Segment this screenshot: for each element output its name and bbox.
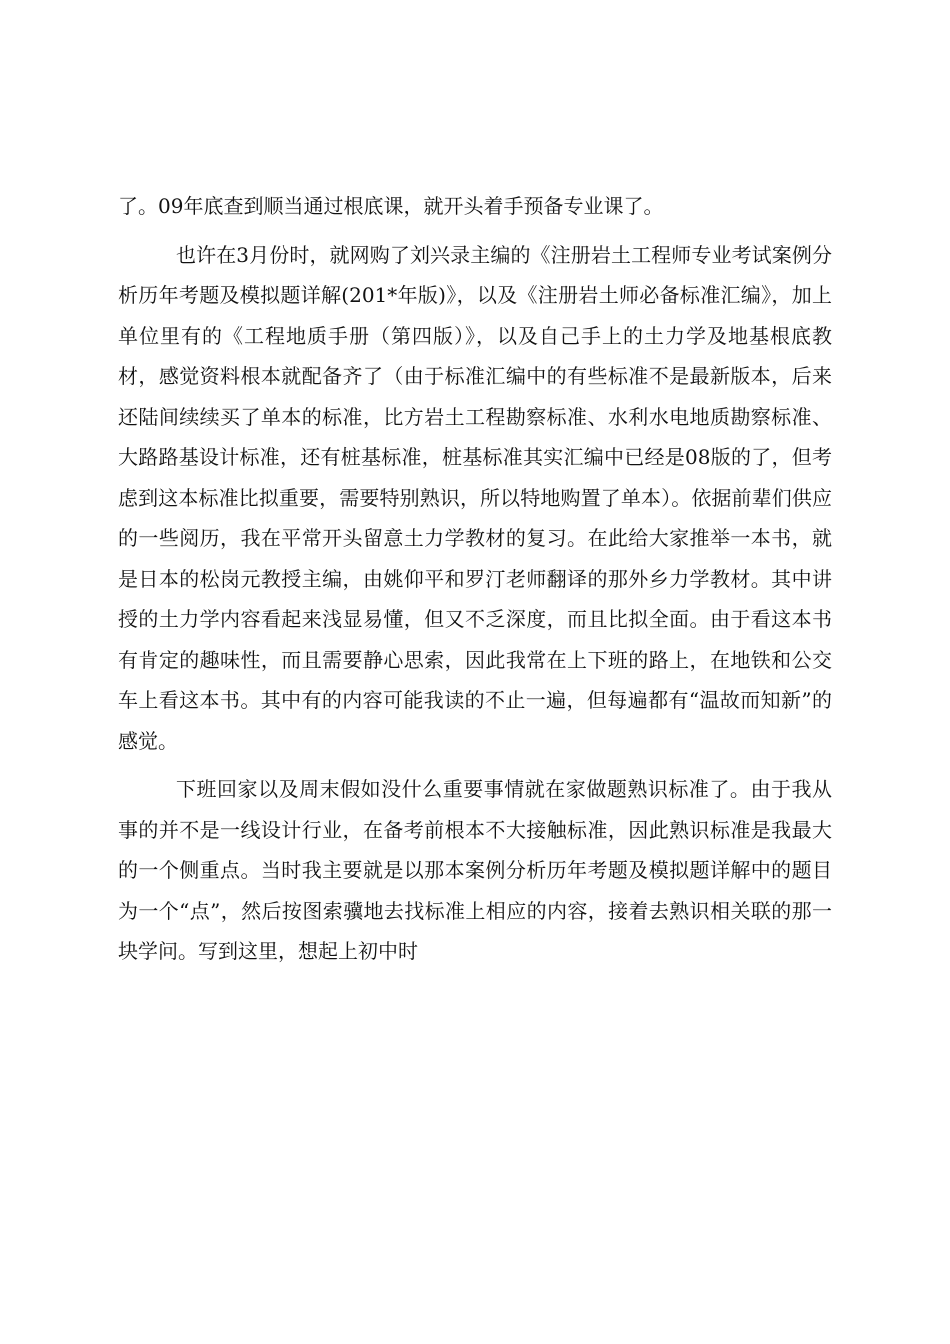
paragraph-1: 了。09年底查到顺当通过根底课，就开头着手预备专业课了。 [118, 194, 664, 218]
paragraph-3: 下班回家以及周末假如没什么重要事情就在家做题熟识标准了。由于我从事的并不是一线设计行业，在备考前根本不大接触标准，因此熟识标准是我最大的一个侧重点。当时我主要就是以那本案例分析历年考题及模拟题详解中的题目为一个“点”，然后按图索骥地去找标准上相应的内容，接着去熟识相关联的那一块学问。写到这里，想起上初中时 [118, 777, 832, 963]
document-body [118, 186, 832, 972]
paragraph-2: 也许在3月份时，就网购了刘兴录主编的《注册岩土工程师专业考试案例分析历年考题及模拟题详解(201*年版)》，以及《注册岩土师必备标准汇编》，加上单位里有的《工程地质手册（第四版）》，以及自己手上的土力学及地基根底教材，感觉资料根本就配备齐了（由于标准汇编中的有些标准不是最新版本，后来还陆间续续买了单本的标准，比方岩土工程勘察标准、水利水电地质勘察标准、大路路基设计标准，还有桩基标准，桩基标准其实汇编中已经是08版的了，但考虑到这本标准比拟重要，需要特别熟识，所以特地购置了单本）。依据前辈们供应的一些阅历，我在平常开头留意土力学教材的复习。在此给大家推举一本书，就是日本的松岗元教授主编，由姚仰平和罗汀老师翻译的那外乡力学教材。其中讲授的土力学内容看起来浅显易懂，但又不乏深度，而且比拟全面。由于看这本书有肯定的趣味性，而且需要静心思索，因此我常在上下班的路上，在地铁和公交车上看这本书。其中有的内容可能我读的不止一遍，但每遍都有“温故而知新”的感觉。 [118, 242, 832, 753]
